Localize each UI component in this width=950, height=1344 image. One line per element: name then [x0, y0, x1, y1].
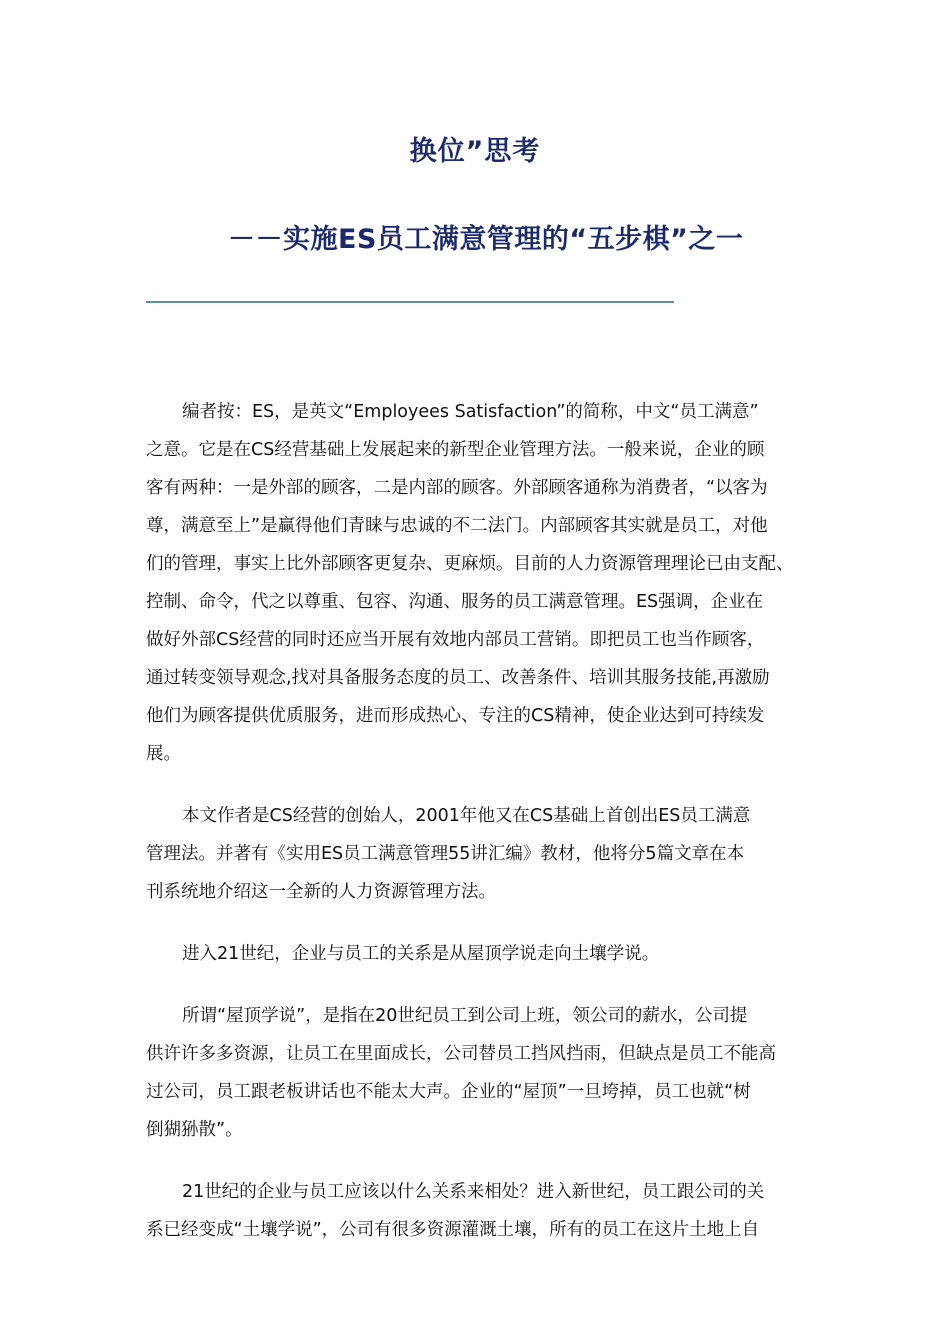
paragraph-line: 控制、命令，代之以尊重、包容、沟通、服务的员工满意管理。ES强调，企业在: [146, 592, 764, 612]
paragraph-line: 客有两种：一是外部的顾客，二是内部的顾客。外部顾客通称为消费者，“以客为: [146, 478, 768, 498]
paragraph-line: 供许许多多资源，让员工在里面成长，公司替员工挡风挡雨，但缺点是员工不能高: [146, 1044, 776, 1064]
paragraph-line: 系已经变成“土壤学说”，公司有很多资源灌溉土壤，所有的员工在这片土地上自: [146, 1220, 760, 1240]
paragraph-line: 刊系统地介绍这一全新的人力资源管理方法。: [146, 882, 496, 902]
paragraph: [146, 1173, 846, 1249]
paragraph-line: 展。: [146, 744, 181, 764]
paragraph-line: 倒猢狲散”。: [146, 1120, 243, 1140]
paragraph-line: 之意。它是在CS经营基础上发展起来的新型企业管理方法。一般来说，企业的顾: [146, 440, 765, 460]
paragraph-line: 过公司，员工跟老板讲话也不能太大声。企业的“屋顶”一旦垮掉，员工也就“树: [146, 1082, 751, 1102]
paragraph-line: 他们为顾客提供优质服务，进而形成热心、专注的CS精神，使企业达到可持续发: [146, 706, 765, 726]
paragraph-line: 们的管理，事实上比外部顾客更复杂、更麻烦。目前的人力资源管理理论已由支配、: [146, 554, 794, 574]
paragraph: [146, 797, 846, 911]
paragraph-line: 进入21世纪，企业与员工的关系是从屋顶学说走向土壤学说。: [182, 944, 660, 964]
paragraph-line: 尊，满意至上”是赢得他们青睐与忠诚的不二法门。内部顾客其实就是员工，对他: [146, 516, 768, 536]
paragraph-line: 本文作者是CS经营的创始人，2001年他又在CS基础上首创出ES员工满意: [182, 806, 751, 826]
paragraph-line: 所谓“屋顶学说”，是指在20世纪员工到公司上班，领公司的薪水，公司提: [182, 1006, 748, 1026]
paragraph-line: 做好外部CS经营的同时还应当开展有效地内部员工营销。即把员工也当作顾客，: [146, 630, 765, 650]
title-divider: [146, 301, 674, 303]
paragraph: [146, 997, 846, 1149]
paragraph: [146, 393, 846, 773]
document-subtitle: －－实施ES员工满意管理的“五步棋”之一: [228, 224, 744, 255]
paragraph-line: 管理法。并著有《实用ES员工满意管理55讲汇编》教材，他将分5篇文章在本: [146, 844, 745, 864]
paragraph: [146, 935, 846, 973]
document-title: 换位”思考: [409, 136, 541, 167]
paragraph-line: 通过转变领导观念,找对具备服务态度的员工、改善条件、培训其服务技能,再激励: [146, 668, 770, 688]
paragraph-line: 21世纪的企业与员工应该以什么关系来相处？进入新世纪，员工跟公司的关: [182, 1182, 765, 1202]
document-body: [146, 393, 846, 1273]
paragraph-line: 编者按：ES，是英文“Employees Satisfaction”的简称，中文“员工满意”: [182, 402, 759, 422]
